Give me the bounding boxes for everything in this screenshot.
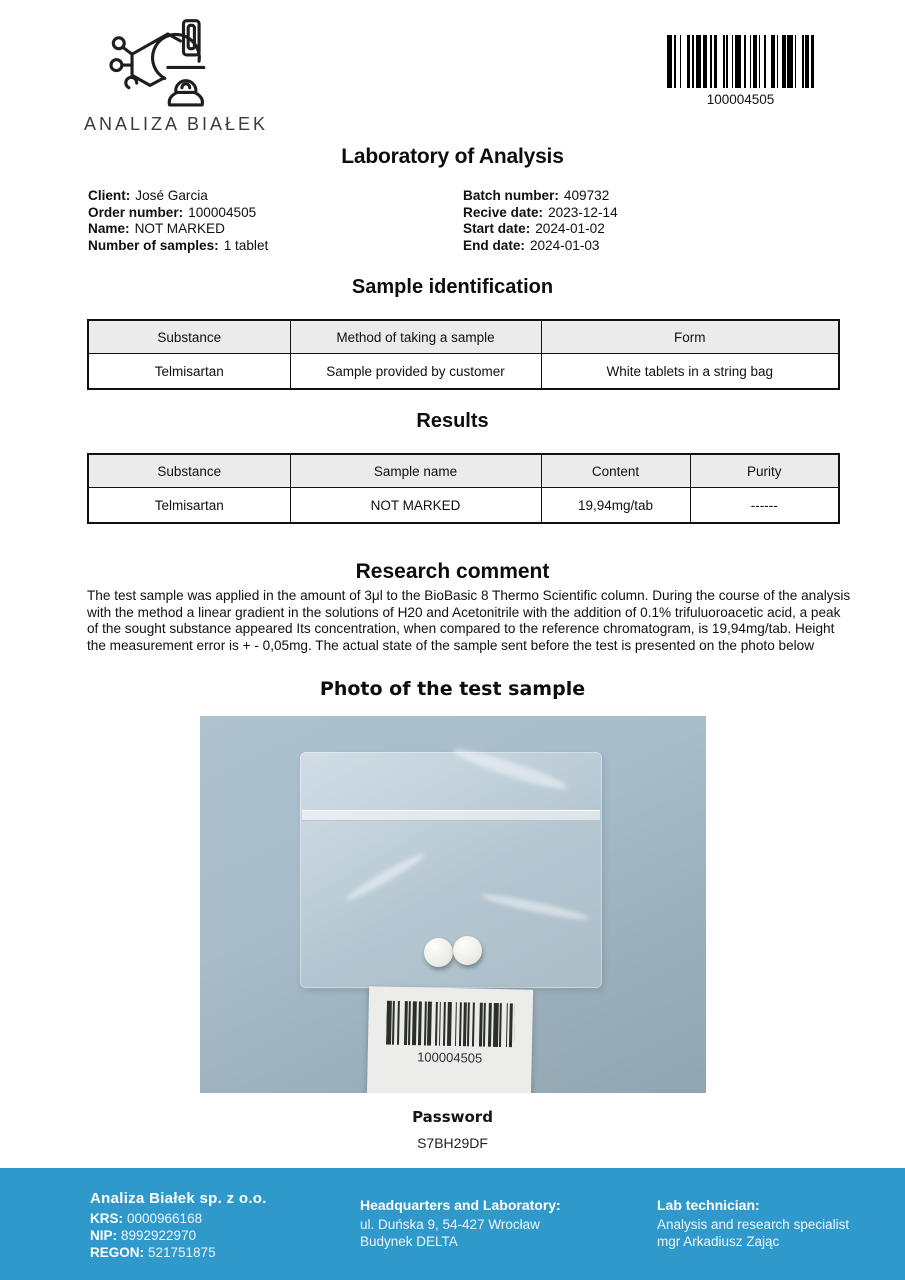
- barcode-image: [667, 35, 814, 88]
- info-row-order-number: [88, 205, 268, 222]
- info-value: José Garcia: [135, 188, 208, 203]
- hq-heading: Headquarters and Laboratory:: [360, 1197, 561, 1213]
- research-comment-text: The test sample was applied in the amount of 3μl to the BioBasic 8 Thermo Scientific column. During the course of the analysis with the method a linear gradient in the solutions of H20 and Acetonitrile with the addition of 0.1% trifuluoroacetic acid, a peak of the sought substance appeared Its concentration, when compared to the reference chromatogram, is 19,94mg/tab. Height the measurement error is + - 0,05mg. The actual state of the sample sent before the test is presented on the photo below: [87, 588, 851, 653]
- info-label: End date:: [463, 237, 525, 253]
- footer-company-block: [90, 1190, 267, 1261]
- info-row-client: [88, 188, 268, 205]
- info-row-batch-number: [463, 188, 618, 205]
- footer-technician-block: [657, 1197, 849, 1250]
- bag-highlight: [451, 744, 569, 794]
- tablet: [453, 936, 482, 965]
- footer-row-krs: [90, 1210, 267, 1227]
- sample-photo: [200, 716, 706, 1093]
- column-header: Method of taking a sample: [290, 320, 541, 354]
- info-label: Recive date:: [463, 204, 544, 220]
- footer-row-regon: [90, 1244, 267, 1261]
- info-value: 2024-01-03: [529, 237, 600, 253]
- footer-label: REGON:: [90, 1245, 144, 1260]
- results-table: [87, 453, 840, 524]
- table-row: [88, 488, 839, 524]
- info-label: Client:: [88, 188, 131, 203]
- info-label: Name:: [88, 221, 130, 237]
- barcode-image: [386, 1001, 515, 1048]
- footer: [0, 1168, 905, 1280]
- password-heading: Password: [412, 1108, 493, 1126]
- column-header: Content: [541, 454, 690, 488]
- section-heading-sample-identification: Sample identification: [351, 276, 554, 298]
- cell-purity: ------: [690, 488, 839, 524]
- barcode-number: 100004505: [706, 92, 775, 107]
- hq-address-line: ul. Duńska 9, 54-427 Wrocław: [360, 1217, 540, 1232]
- company-name: Analiza Białek sp. z o.o.: [90, 1190, 267, 1207]
- column-header: Form: [541, 320, 839, 354]
- footer-value: 0000966168: [127, 1211, 203, 1226]
- table-header-row: [88, 320, 839, 354]
- info-label: Batch number:: [463, 188, 559, 203]
- cell-form: White tablets in a string bag: [541, 354, 839, 390]
- column-header: Sample name: [290, 454, 541, 488]
- logo: [84, 16, 269, 135]
- hq-address-line: Budynek DELTA: [360, 1234, 458, 1249]
- technician-line: mgr Arkadiusz Zając: [657, 1234, 780, 1249]
- column-header: Substance: [88, 454, 290, 488]
- barcode-number: 100004505: [417, 1049, 483, 1066]
- info-value: 1 tablet: [223, 237, 269, 253]
- column-header: Purity: [690, 454, 839, 488]
- column-header: Substance: [88, 320, 290, 354]
- info-row-start-date: [463, 221, 618, 238]
- batch-info-block: [463, 188, 618, 254]
- bag-highlight: [480, 891, 590, 924]
- info-value: 2024-01-02: [535, 221, 605, 237]
- info-label: Order number:: [88, 204, 184, 220]
- client-info-block: [88, 188, 268, 254]
- info-row-samples: [88, 238, 268, 255]
- sample-identification-table: [87, 319, 840, 390]
- footer-value: 8992922970: [121, 1228, 197, 1243]
- section-heading-research-comment: Research comment: [355, 560, 550, 583]
- info-value: 100004505: [188, 204, 257, 220]
- cell-substance: Telmisartan: [88, 354, 290, 390]
- table-header-row: [88, 454, 839, 488]
- order-barcode: [667, 35, 814, 107]
- tablet: [424, 938, 453, 967]
- table-row: [88, 354, 839, 390]
- cell-substance: Telmisartan: [88, 488, 290, 524]
- info-label: Start date:: [463, 221, 531, 237]
- info-row-name: [88, 221, 268, 238]
- info-value: 409732: [563, 188, 610, 203]
- password-value: S7BH29DF: [417, 1135, 488, 1151]
- info-row-end-date: [463, 238, 618, 255]
- cell-method: Sample provided by customer: [290, 354, 541, 390]
- bag-highlight: [344, 850, 427, 904]
- logo-text: ANALIZA BIAŁEK: [84, 114, 269, 134]
- section-heading-photo: Photo of the test sample: [319, 678, 586, 700]
- page-title: Laboratory of Analysis: [341, 145, 564, 168]
- footer-label: KRS:: [90, 1211, 123, 1226]
- footer-label: NIP:: [90, 1228, 117, 1243]
- technician-line: Analysis and research specialist: [657, 1217, 850, 1232]
- sample-barcode-label: [367, 986, 533, 1093]
- cell-sample-name: NOT MARKED: [290, 488, 541, 524]
- footer-row-nip: [90, 1227, 267, 1244]
- info-value: 2023-12-14: [548, 204, 618, 220]
- footer-hq-block: [360, 1197, 561, 1250]
- info-row-recive-date: [463, 205, 618, 222]
- cell-content: 19,94mg/tab: [541, 488, 690, 524]
- section-heading-results: Results: [416, 410, 489, 432]
- footer-value: 521751875: [148, 1245, 216, 1260]
- info-value: NOT MARKED: [134, 221, 225, 237]
- technician-heading: Lab technician:: [657, 1197, 760, 1213]
- barcode-bar: [811, 35, 814, 88]
- bag-seal: [302, 810, 600, 821]
- microscope-molecule-icon: [105, 16, 223, 108]
- info-label: Number of samples:: [88, 237, 219, 253]
- barcode-bar: [514, 1003, 515, 1047]
